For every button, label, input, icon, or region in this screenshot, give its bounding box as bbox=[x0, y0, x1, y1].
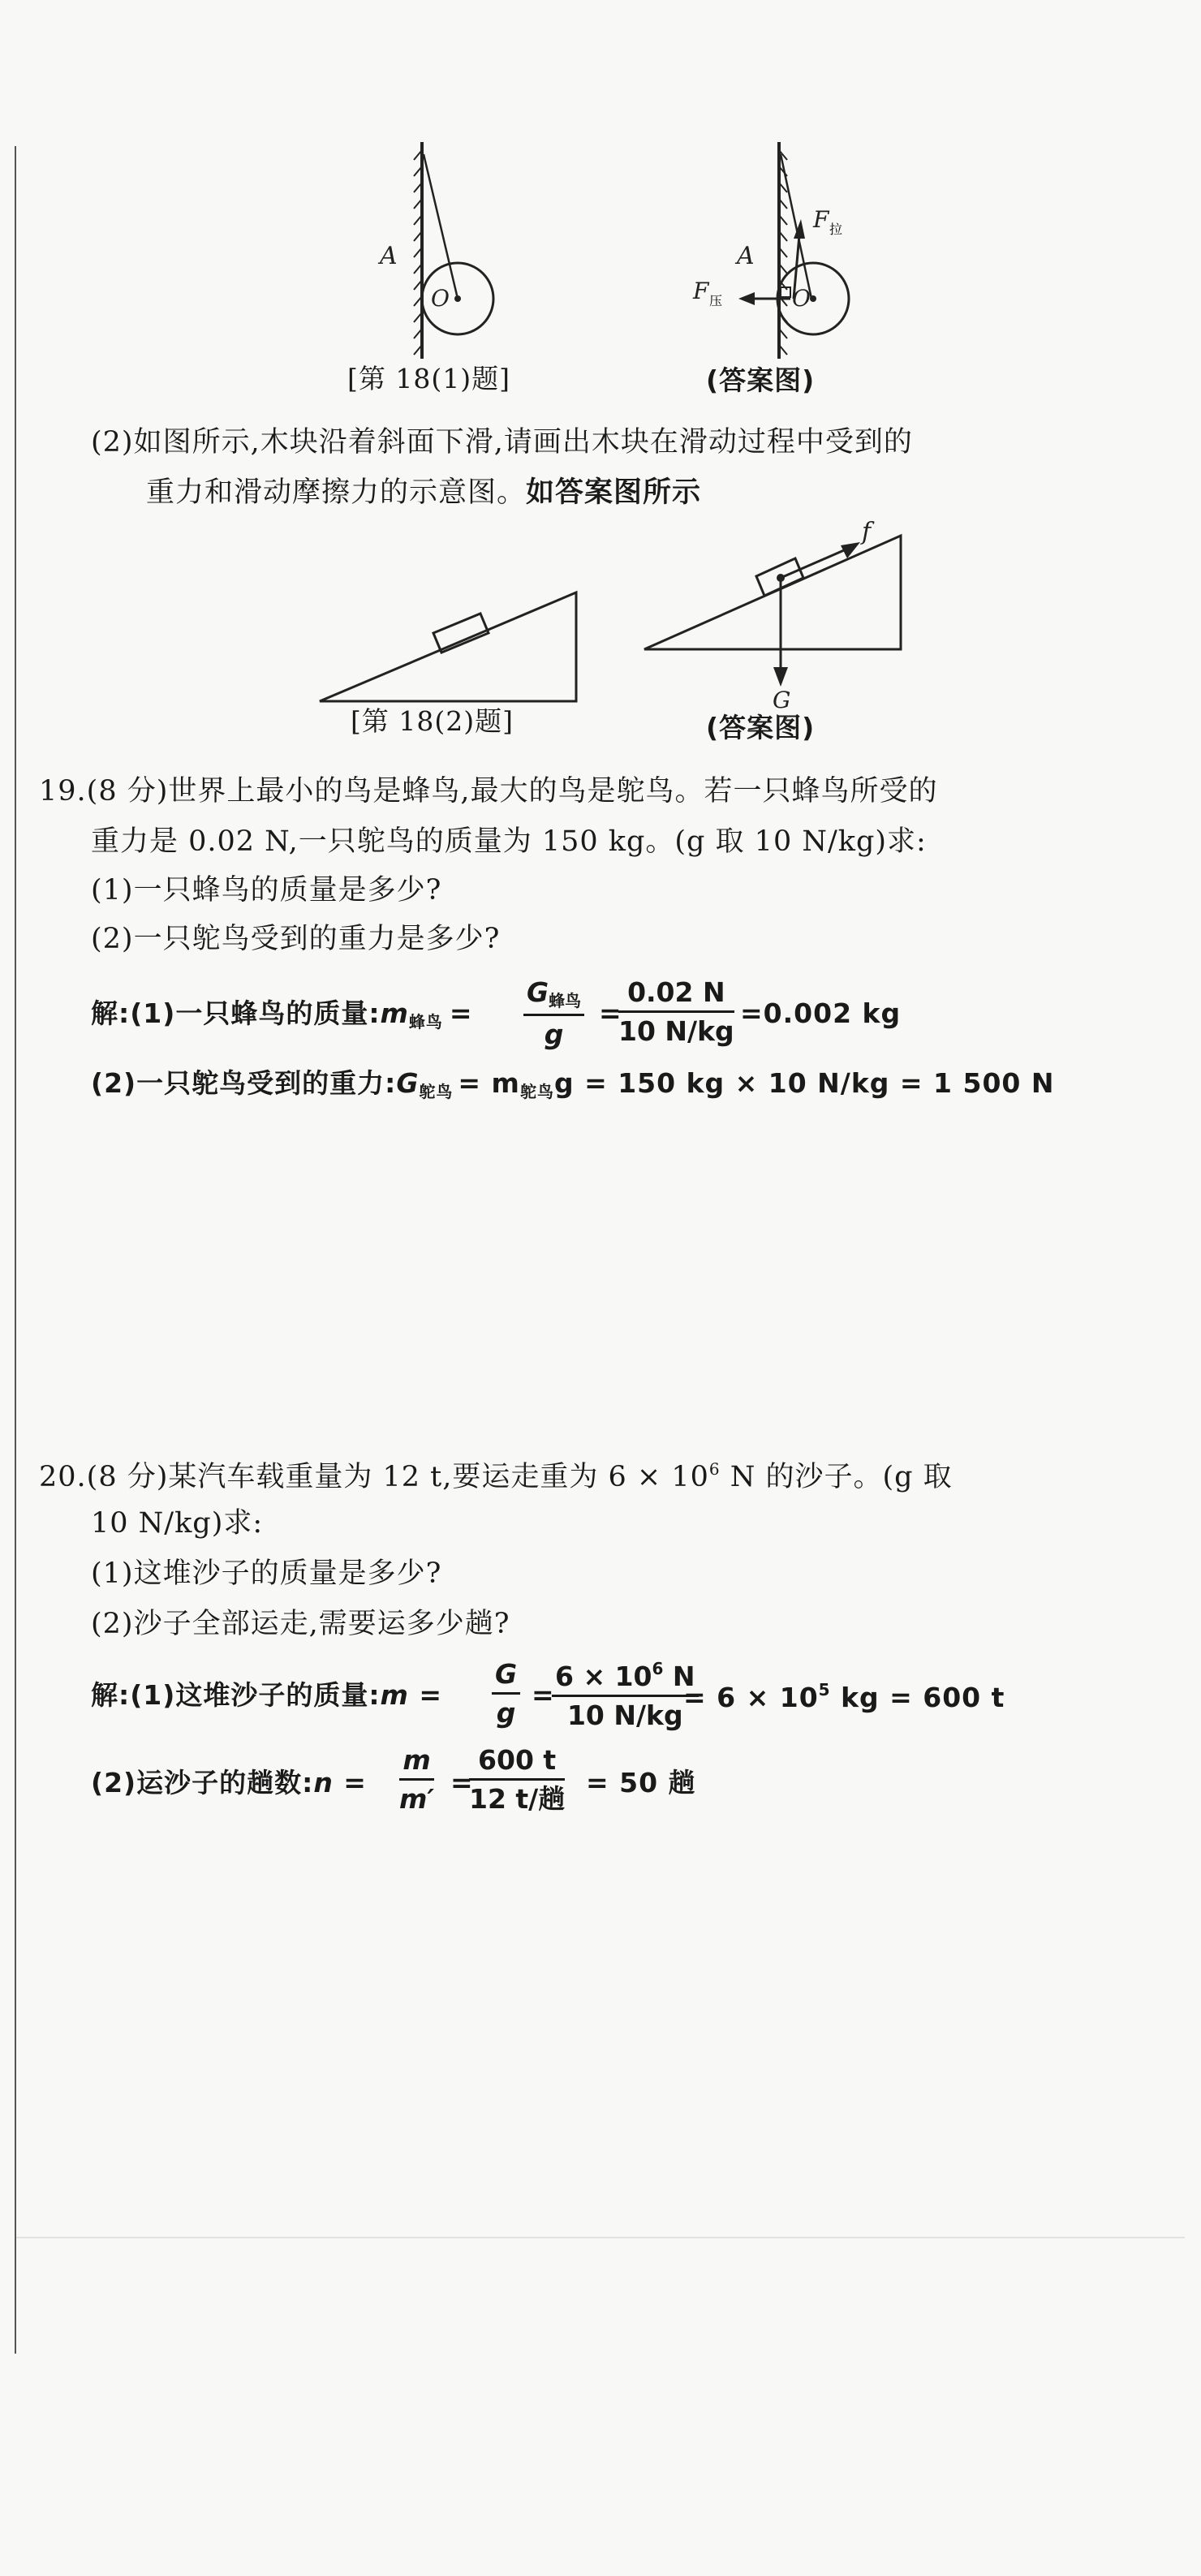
q20-sub2: (2)沙子全部运走,需要运多少趟? bbox=[91, 1608, 510, 1640]
q20-frac4-num: 600 t bbox=[469, 1747, 565, 1781]
answer-caption-18-2: (答案图) bbox=[706, 712, 816, 743]
q19-sol2-var: G bbox=[396, 1067, 420, 1099]
q20-frac1-num: G bbox=[495, 1658, 518, 1690]
q20-line2: 10 N/kg)求: bbox=[91, 1507, 264, 1540]
figure-18-1-wall-ball bbox=[357, 138, 519, 365]
q20-sol1-result-b: kg = 600 t bbox=[830, 1682, 1005, 1713]
label-f-pull: F bbox=[813, 206, 829, 233]
q19-sol1-var: m bbox=[380, 997, 409, 1029]
label-o: O bbox=[431, 285, 450, 312]
q20-sol2-prefix: (2)运沙子的趟数: bbox=[91, 1767, 314, 1798]
caption-18-2: [第 18(2)题] bbox=[351, 705, 514, 737]
q19-sol2-rest: g = 150 kg × 10 N/kg = 1 500 N bbox=[553, 1067, 1055, 1099]
q20-fraction-2 bbox=[552, 1661, 699, 1729]
q19-frac1-den: g bbox=[544, 1019, 564, 1050]
q18-part2-line1: (2)如图所示,木块沿着斜面下滑,请画出木块在滑动过程中受到的 bbox=[91, 426, 913, 459]
q19-frac1-num: G bbox=[527, 976, 549, 1008]
q19-line2: 重力是 0.02 N,一只鸵鸟的质量为 150 kg。(g 取 10 N/kg)求: bbox=[91, 825, 927, 858]
q20-sol1-result bbox=[683, 1682, 1005, 1711]
q19-sol2-eq-sub: 鸵鸟 bbox=[519, 1082, 554, 1101]
q19-solution-1 bbox=[91, 997, 473, 1032]
q20-line1-a: 20.(8 分)某汽车载重量为 12 t,要运走重为 6 × 10 bbox=[39, 1461, 709, 1493]
figure-18-2-incline bbox=[316, 584, 584, 706]
q20-sol2-var: n = bbox=[313, 1767, 367, 1798]
answer-figure-18-2 bbox=[641, 518, 917, 713]
q20-sol1-prefix: 解:(1)这堆沙子的质量: bbox=[91, 1679, 381, 1711]
q20-frac2-num-b: N bbox=[663, 1661, 695, 1692]
q20-line1 bbox=[39, 1461, 953, 1492]
answer-caption-18-1: (答案图) bbox=[706, 364, 816, 396]
q20-sol1-result-a: = 6 × 10 bbox=[683, 1682, 819, 1713]
q19-fraction-1 bbox=[523, 976, 584, 1050]
q19-sol1-eq: = bbox=[449, 997, 473, 1029]
q20-frac3-den: m′ bbox=[399, 1783, 435, 1815]
q20-eq-2: = bbox=[532, 1679, 555, 1711]
q19-sub2: (2)一只鸵鸟受到的重力是多少? bbox=[91, 923, 501, 955]
label-f-press-sub: 压 bbox=[709, 293, 723, 308]
q20-frac3-num: m bbox=[402, 1744, 431, 1776]
q19-sol1-prefix: 解:(1)一只蜂鸟的质量: bbox=[91, 997, 381, 1029]
q19-solution-2 bbox=[91, 1067, 1055, 1101]
q19-sub1: (1)一只蜂鸟的质量是多少? bbox=[91, 874, 442, 907]
q20-eq-3: = bbox=[450, 1767, 474, 1798]
label-f-press: F bbox=[693, 278, 709, 304]
q19-sol1-var-sub: 蜂鸟 bbox=[408, 1012, 443, 1032]
q20-frac1-den: g bbox=[496, 1697, 516, 1729]
answer-figure-18-1 bbox=[690, 138, 885, 365]
label-o: O bbox=[792, 285, 811, 312]
q19-sol2-prefix: (2)一只鸵鸟受到的重力: bbox=[91, 1067, 397, 1099]
q19-line1: 19.(8 分)世界上最小的鸟是蜂鸟,最大的鸟是鸵鸟。若一只蜂鸟所受的 bbox=[39, 775, 938, 808]
q20-sol1-result-sup: 5 bbox=[818, 1680, 831, 1699]
q20-frac2-num-sup: 6 bbox=[652, 1659, 664, 1678]
left-margin-line bbox=[15, 146, 16, 2354]
q20-fraction-3 bbox=[399, 1744, 435, 1815]
q20-frac2-num-a: 6 × 10 bbox=[555, 1661, 652, 1692]
label-a: A bbox=[737, 242, 755, 270]
label-f: f bbox=[862, 518, 872, 546]
q20-sub1: (1)这堆沙子的质量是多少? bbox=[91, 1557, 442, 1590]
q18-part2-answer: 如答案图所示 bbox=[526, 476, 702, 509]
caption-18-1: [第 18(1)题] bbox=[347, 363, 510, 394]
q19-frac2-num: 0.02 N bbox=[618, 979, 734, 1013]
q19-fraction-2 bbox=[618, 976, 734, 1047]
label-a: A bbox=[380, 242, 398, 270]
q20-line1-sup: 6 bbox=[708, 1459, 721, 1479]
q20-fraction-1 bbox=[492, 1658, 520, 1729]
label-f-pull-sub: 拉 bbox=[829, 222, 843, 237]
q19-sol1-result: =0.002 kg bbox=[740, 997, 902, 1029]
q18-part2-line2-text: 重力和滑动摩擦力的示意图。 bbox=[146, 476, 527, 509]
q20-frac4-den: 12 t/趟 bbox=[469, 1783, 566, 1815]
q20-sol2-result: = 50 趟 bbox=[586, 1767, 696, 1798]
q19-sol2-var-sub: 鸵鸟 bbox=[419, 1082, 454, 1101]
q19-sol2-eq-var: = m bbox=[458, 1067, 520, 1099]
q19-eq-2: = bbox=[599, 997, 622, 1029]
q20-fraction-4 bbox=[469, 1744, 566, 1815]
q18-part2-line2 bbox=[146, 476, 702, 509]
q20-sol1-var: m = bbox=[380, 1679, 443, 1711]
page-fold-line bbox=[16, 2237, 1185, 2238]
q20-line1-b: N 的沙子。(g 取 bbox=[720, 1461, 953, 1493]
q20-solution-1 bbox=[91, 1679, 443, 1711]
q20-solution-2 bbox=[91, 1769, 367, 1796]
q20-frac2-den: 10 N/kg bbox=[566, 1699, 683, 1731]
q19-frac1-num-sub: 蜂鸟 bbox=[549, 991, 582, 1010]
q19-frac2-den: 10 N/kg bbox=[618, 1015, 734, 1047]
label-g: G bbox=[773, 687, 791, 713]
